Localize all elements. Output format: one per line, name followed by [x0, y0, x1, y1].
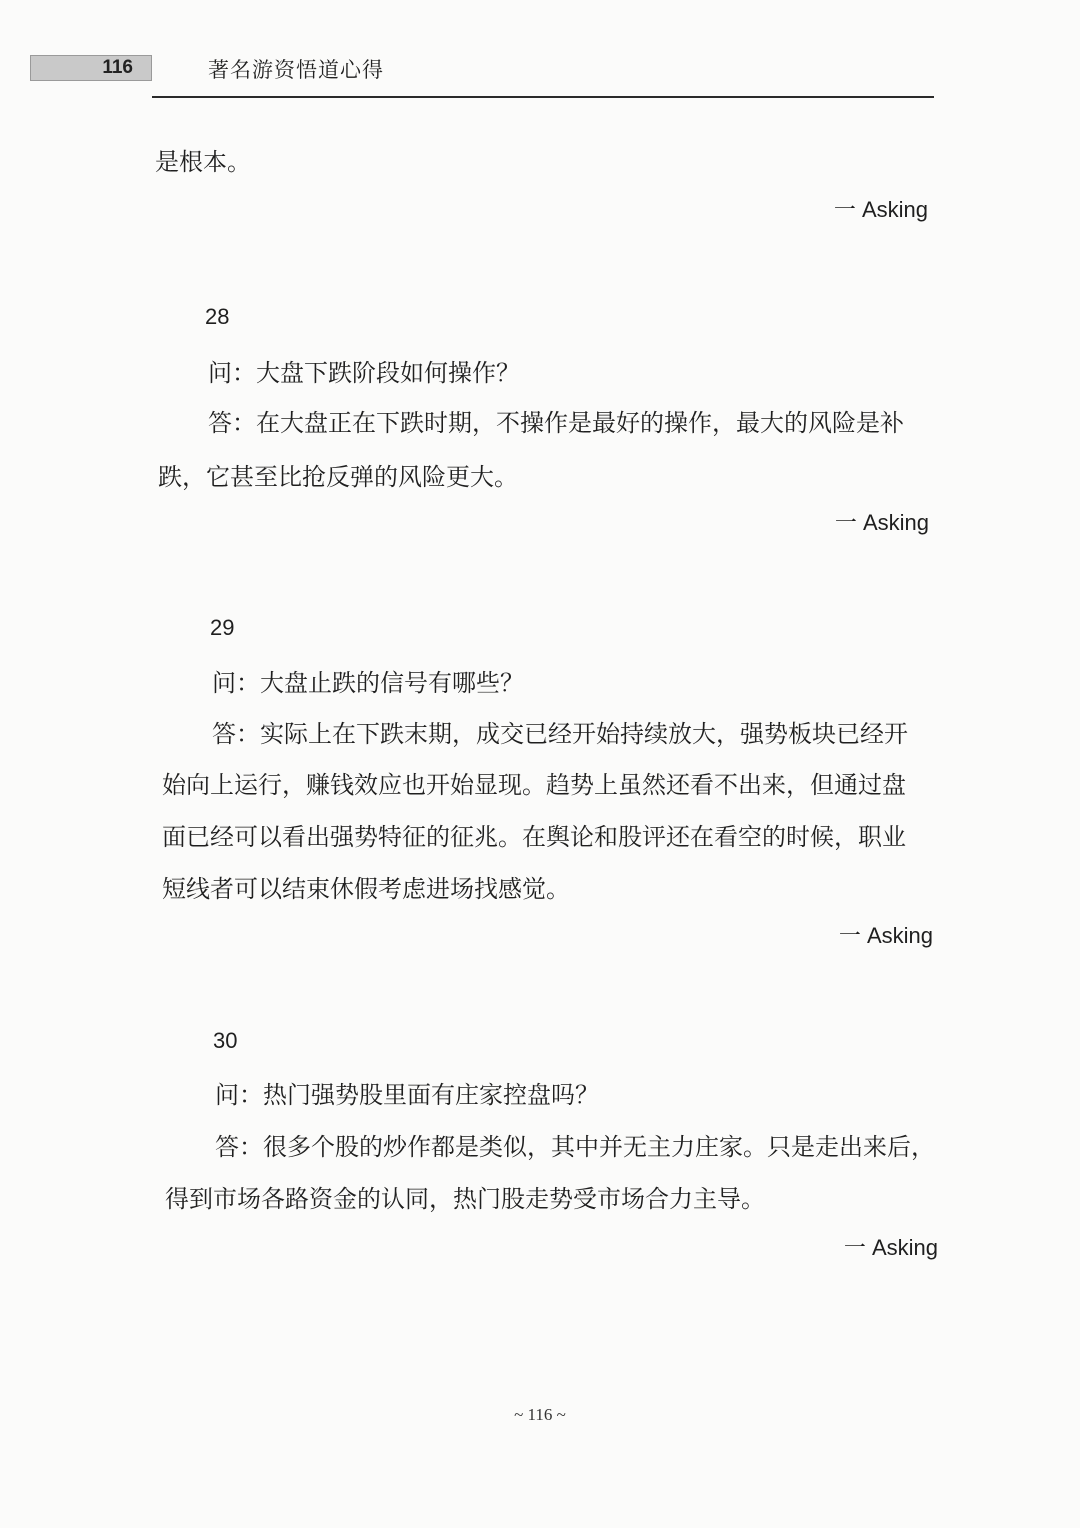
- answer-signature: 一 Asking: [843, 1235, 938, 1260]
- intro-signature: 一 Asking: [833, 197, 928, 222]
- page-number-badge: [30, 55, 152, 81]
- intro-text: 是根本。: [155, 148, 251, 176]
- answer-line: 面已经可以看出强势特征的征兆。在舆论和股评还在看空的时候，职业: [162, 823, 906, 851]
- answer-signature: 一 Asking: [834, 510, 929, 535]
- answer-line: 短线者可以结束休假考虑进场找感觉。: [162, 875, 570, 903]
- question-number: 28: [205, 304, 230, 329]
- question-number: 30: [213, 1028, 238, 1053]
- book-title: 著名游资悟道心得: [208, 58, 384, 82]
- answer-line: 跌，它甚至比抢反弹的风险更大。: [158, 463, 518, 491]
- question-text: 问：大盘下跌阶段如何操作？: [208, 359, 520, 387]
- page-footer: [0, 1405, 1080, 1425]
- answer-line: 答：很多个股的炒作都是类似，其中并无主力庄家。只是走出来后，: [215, 1133, 935, 1161]
- question-text: 问：热门强势股里面有庄家控盘吗？: [215, 1081, 599, 1109]
- answer-signature: 一 Asking: [838, 923, 933, 948]
- answer-line: 始向上运行，赚钱效应也开始显现。趋势上虽然还看不出来，但通过盘: [162, 771, 906, 799]
- header-divider: [152, 96, 934, 98]
- footer-page-label: ~ 116 ~: [514, 1405, 566, 1424]
- page-number: 116: [102, 57, 133, 78]
- question-number: 29: [210, 615, 235, 640]
- answer-line: 得到市场各路资金的认同，热门股走势受市场合力主导。: [165, 1185, 765, 1213]
- answer-line: 答：在大盘正在下跌时期，不操作是最好的操作，最大的风险是补: [208, 409, 904, 437]
- question-text: 问：大盘止跌的信号有哪些？: [212, 669, 524, 697]
- answer-line: 答：实际上在下跌末期，成交已经开始持续放大，强势板块已经开: [212, 720, 908, 748]
